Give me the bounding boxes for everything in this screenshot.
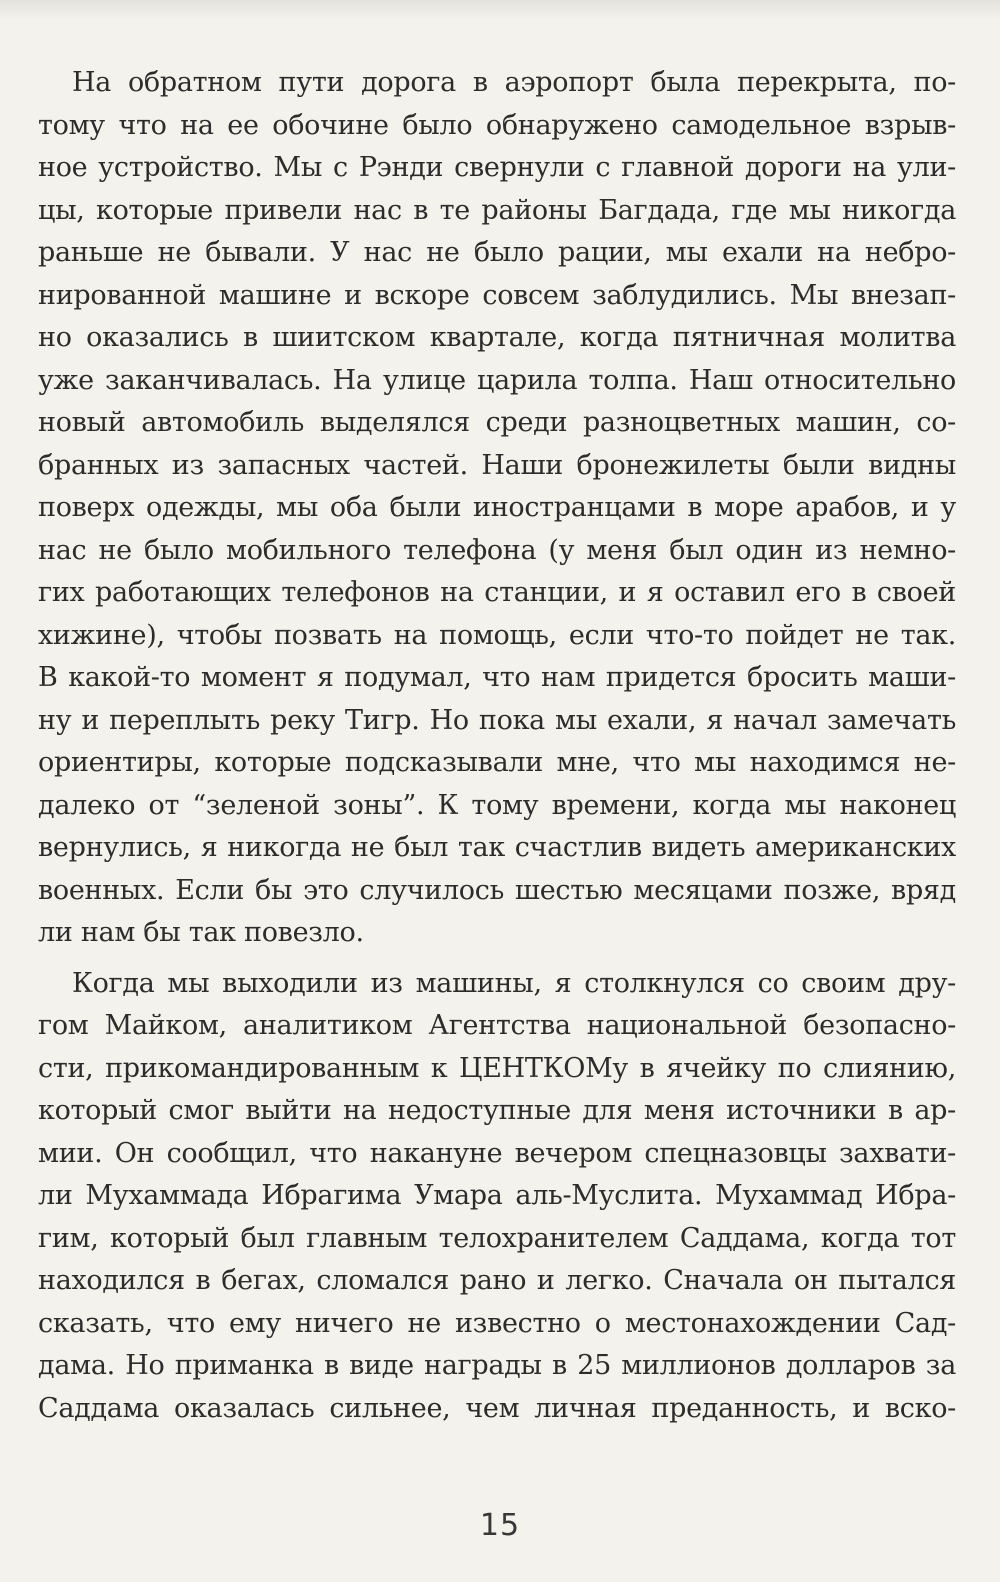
text-line: но оказались в шиитском квартале, когда пятничная молитва	[38, 322, 956, 353]
text-line: На обратном пути дорога в аэропорт была перекрыта, по-	[72, 67, 956, 98]
text-line: сказать, что ему ничего не известно о местонахождении Сад-	[38, 1307, 956, 1339]
text-line: Когда мы выходили из машины, я столкнулся со своим дру-	[72, 967, 956, 999]
text-line: поверх одежды, мы оба были иностранцами в море арабов, и у	[38, 492, 956, 523]
text-line: ли нам бы так повезло.	[38, 917, 364, 948]
text-line: вернулись, я никогда не был так счастлив видеть американских	[38, 832, 956, 863]
page-top-edge	[0, 0, 1000, 20]
text-line: ли Мухаммада Ибрагима Умара аль-Муслита. Мухаммад Ибра-	[38, 1180, 956, 1211]
text-line: мии. Он сообщил, что накануне вечером спецназовцы захвати-	[38, 1137, 956, 1169]
text-line: раньше не бывали. У нас не было рации, мы ехали на небро-	[38, 237, 956, 268]
paragraph-1	[38, 62, 956, 955]
text-line: нас не было мобильного телефона (у меня был один из немно-	[38, 534, 956, 566]
text-line: гом Майком, аналитиком Агентства национальной безопасно-	[38, 1010, 956, 1041]
text-line: В какой-то момент я подумал, что нам придется бросить маши-	[38, 662, 956, 693]
text-line: бранных из запасных частей. Наши бронежилеты были видны	[38, 449, 956, 481]
text-line: сти, прикомандированным к ЦЕНТКОМу в ячейку по слиянию,	[38, 1052, 956, 1084]
text-line: тому что на ее обочине было обнаружено самодельное взрыв-	[38, 109, 956, 141]
text-line: военных. Если бы это случилось шестью месяцами позже, вряд	[38, 874, 956, 906]
text-line: цы, которые привели нас в те районы Багдада, где мы никогда	[38, 194, 956, 226]
paragraph-2	[38, 963, 956, 1431]
text-line: гих работающих телефонов на станции, и я оставил его в своей	[38, 577, 956, 608]
text-line: уже заканчивалась. На улице царила толпа. Наш относительно	[38, 364, 956, 396]
text-line: находился в бегах, сломался рано и легко. Сначала он пытался	[38, 1265, 956, 1296]
text-line: ное устройство. Мы с Рэнди свернули с главной дороги на ули-	[38, 152, 956, 183]
text-line: ориентиры, которые подсказывали мне, что мы находимся не-	[38, 747, 956, 778]
text-line: новый автомобиль выделялся среди разноцветных машин, со-	[38, 407, 956, 438]
text-line: дама. Но приманка в виде награды в 25 миллионов долларов за	[38, 1350, 956, 1381]
body-text	[38, 62, 956, 1430]
page-number: 15	[479, 1508, 521, 1543]
text-line: Саддама оказалась сильнее, чем личная преданность, и вско-	[38, 1392, 956, 1424]
text-line: далеко от “зеленой зоны”. К тому времени, когда мы наконец	[38, 789, 956, 821]
paragraph-gap	[38, 955, 956, 963]
text-line: нированной машине и вскоре совсем заблудились. Мы внезап-	[38, 279, 956, 311]
text-line: гим, который был главным телохранителем Саддама, когда тот	[38, 1222, 956, 1254]
text-line: который смог выйти на недоступные для меня источники в ар-	[38, 1095, 956, 1126]
text-line: хижине), чтобы позвать на помощь, если что-то пойдет не так.	[38, 619, 956, 651]
text-line: ну и переплыть реку Тигр. Но пока мы ехали, я начал замечать	[38, 704, 956, 736]
